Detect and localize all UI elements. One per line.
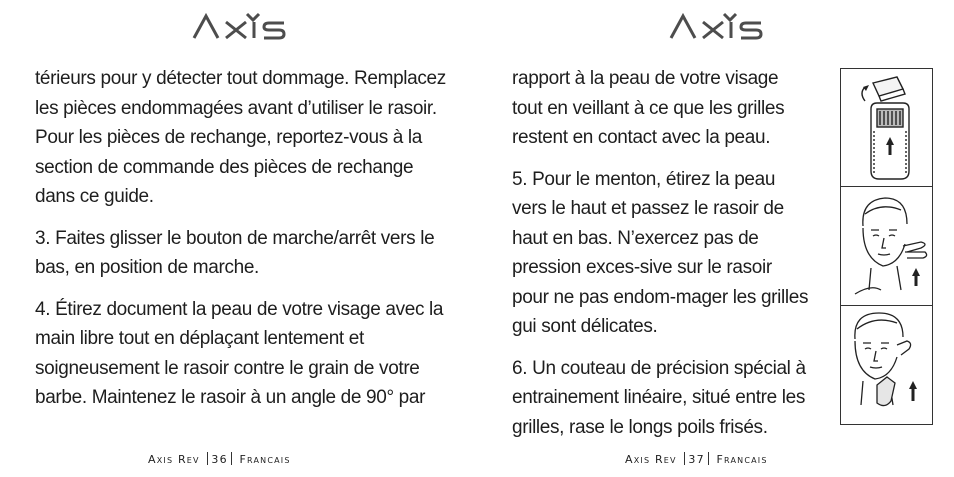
paragraph-step-3: 3. Faites glisser le bouton de marche/arrêt vers le bas, en position de marche. <box>35 227 435 278</box>
page-footer <box>148 452 291 466</box>
footer-product: Axis Rev <box>148 453 200 466</box>
axis-logo <box>180 10 300 42</box>
footer-language: Francais <box>239 453 291 466</box>
footer-page-number: 36 <box>211 453 228 466</box>
paragraph-continued: rapport à la peau de votre visage tout en veillant à ce que les grilles restent en contact avec la peau. <box>512 68 785 148</box>
illustration-panel <box>841 186 932 306</box>
right-text-block <box>512 64 812 454</box>
cheek-shaving-icon <box>841 305 932 424</box>
footer-product: Axis Rev <box>625 453 677 466</box>
paragraph-step-6: 6. Un couteau de précision spécial à entrainement linéaire, situé entre les grilles, rase le longs poils frisés. <box>512 357 806 438</box>
illustration-panel <box>841 69 932 187</box>
paragraph-step-5: 5. Pour le menton, étirez la peau vers le haut et passez le rasoir de haut en bas. N’exercez pas de pression exces-sive sur le rasoir pour ne pas endom-mager les grilles gui sont délicates. <box>512 168 809 337</box>
left-text-block <box>35 64 450 425</box>
page-footer <box>625 452 768 466</box>
illustration-strip <box>840 68 933 425</box>
right-page <box>477 0 954 477</box>
axis-logo-icon <box>180 10 300 42</box>
axis-logo <box>657 10 777 42</box>
paragraph-step-4: 4. Étirez document la peau de votre visage avec la main libre tout en déplaçant lentement et soigneusement le rasoir contre le grain de votre barbe. Maintenez le rasoir à un angle de 90° par <box>35 298 444 408</box>
footer-page-number: 37 <box>688 453 705 466</box>
paragraph-intro: térieurs pour y détecter tout dommage. Remplacez les pièces endommagées avant d’utiliser le rasoir. Pour les pièces de rechange, reportez-vous à la section de commande des pièces de rechange dans ce guide. <box>35 68 446 207</box>
footer-language: Francais <box>716 453 768 466</box>
axis-logo-icon <box>657 10 777 42</box>
shaver-head-removal-icon <box>841 69 932 186</box>
chin-shaving-icon <box>841 186 932 305</box>
illustration-panel <box>841 305 932 424</box>
